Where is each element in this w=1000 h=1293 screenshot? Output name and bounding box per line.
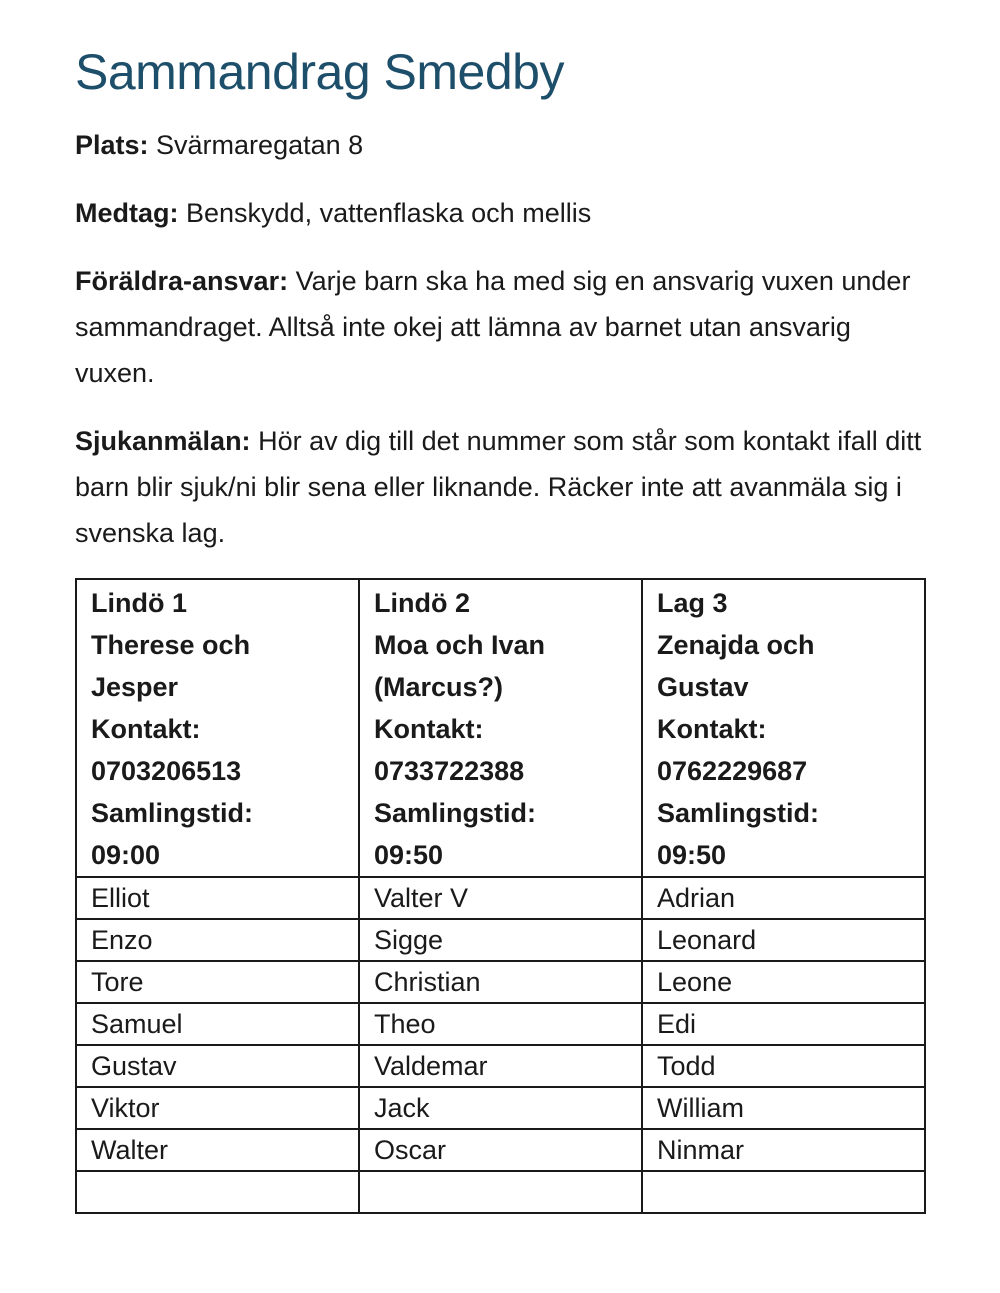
plats-line <box>75 122 925 168</box>
team-contact-label: Kontakt: <box>657 714 767 744</box>
empty-cell <box>76 1171 359 1213</box>
team-time-label: Samlingstid: <box>657 798 820 828</box>
team-header-cell <box>642 579 925 877</box>
player-cell: Walter <box>76 1129 359 1171</box>
player-cell: Valter V <box>359 877 642 919</box>
medtag-value: Benskydd, vattenflaska och mellis <box>178 198 592 228</box>
foraldra-ansvar-paragraph <box>75 258 925 396</box>
player-cell: Christian <box>359 961 642 1003</box>
team-header-cell <box>359 579 642 877</box>
team-name: Lag 3 <box>657 588 728 618</box>
plats-value: Svärmaregatan 8 <box>148 130 364 160</box>
player-row <box>76 1087 925 1129</box>
player-cell: Sigge <box>359 919 642 961</box>
player-cell: Leonard <box>642 919 925 961</box>
player-row <box>76 919 925 961</box>
team-gathering-time: 09:50 <box>657 840 727 870</box>
team-time-label: Samlingstid: <box>91 798 254 828</box>
player-cell: Samuel <box>76 1003 359 1045</box>
plats-label: Plats: <box>75 130 149 160</box>
foraldra-ansvar-value: Varje barn ska ha med sig en ansvarig vuxen under sammandraget. Alltså inte okej att lämna av barnet utan ansvarig vuxen. <box>75 266 911 388</box>
team-leaders: Therese och Jesper <box>91 630 251 702</box>
sjukanmalan-value: Hör av dig till det nummer som står som kontakt ifall ditt barn blir sjuk/ni blir sena eller liknande. Räcker inte att avanmäla sig i svenska lag. <box>75 426 922 548</box>
player-cell: Edi <box>642 1003 925 1045</box>
team-leaders: Zenajda och Gustav <box>657 630 815 702</box>
empty-cell <box>359 1171 642 1213</box>
player-row <box>76 961 925 1003</box>
player-cell: Jack <box>359 1087 642 1129</box>
team-name: Lindö 2 <box>374 588 470 618</box>
team-header-cell <box>76 579 359 877</box>
player-row <box>76 877 925 919</box>
sjukanmalan-paragraph <box>75 418 925 556</box>
team-leaders: Moa och Ivan (Marcus?) <box>374 630 546 702</box>
player-cell: Enzo <box>76 919 359 961</box>
team-contact-label: Kontakt: <box>374 714 484 744</box>
medtag-label: Medtag: <box>75 198 179 228</box>
medtag-line <box>75 190 925 236</box>
team-header-row <box>76 579 925 877</box>
team-time-label: Samlingstid: <box>374 798 537 828</box>
team-contact-phone: 0703206513 <box>91 756 242 786</box>
team-gathering-time: 09:00 <box>91 840 161 870</box>
player-cell: Tore <box>76 961 359 1003</box>
team-contact-phone: 0733722388 <box>374 756 525 786</box>
player-cell: Gustav <box>76 1045 359 1087</box>
player-row <box>76 1129 925 1171</box>
player-cell: Elliot <box>76 877 359 919</box>
player-cell: William <box>642 1087 925 1129</box>
team-name: Lindö 1 <box>91 588 187 618</box>
team-gathering-time: 09:50 <box>374 840 444 870</box>
page-title: Sammandrag Smedby <box>75 44 564 100</box>
player-cell: Leone <box>642 961 925 1003</box>
player-cell: Todd <box>642 1045 925 1087</box>
player-row <box>76 1003 925 1045</box>
empty-row <box>76 1171 925 1213</box>
sjukanmalan-label: Sjukanmälan: <box>75 426 251 456</box>
empty-cell <box>642 1171 925 1213</box>
foraldra-ansvar-label: Föräldra-ansvar: <box>75 266 289 296</box>
team-contact-label: Kontakt: <box>91 714 201 744</box>
player-cell: Theo <box>359 1003 642 1045</box>
player-cell: Valdemar <box>359 1045 642 1087</box>
player-cell: Adrian <box>642 877 925 919</box>
player-cell: Viktor <box>76 1087 359 1129</box>
player-cell: Ninmar <box>642 1129 925 1171</box>
team-roster-table <box>75 578 926 1214</box>
player-cell: Oscar <box>359 1129 642 1171</box>
player-row <box>76 1045 925 1087</box>
team-contact-phone: 0762229687 <box>657 756 808 786</box>
